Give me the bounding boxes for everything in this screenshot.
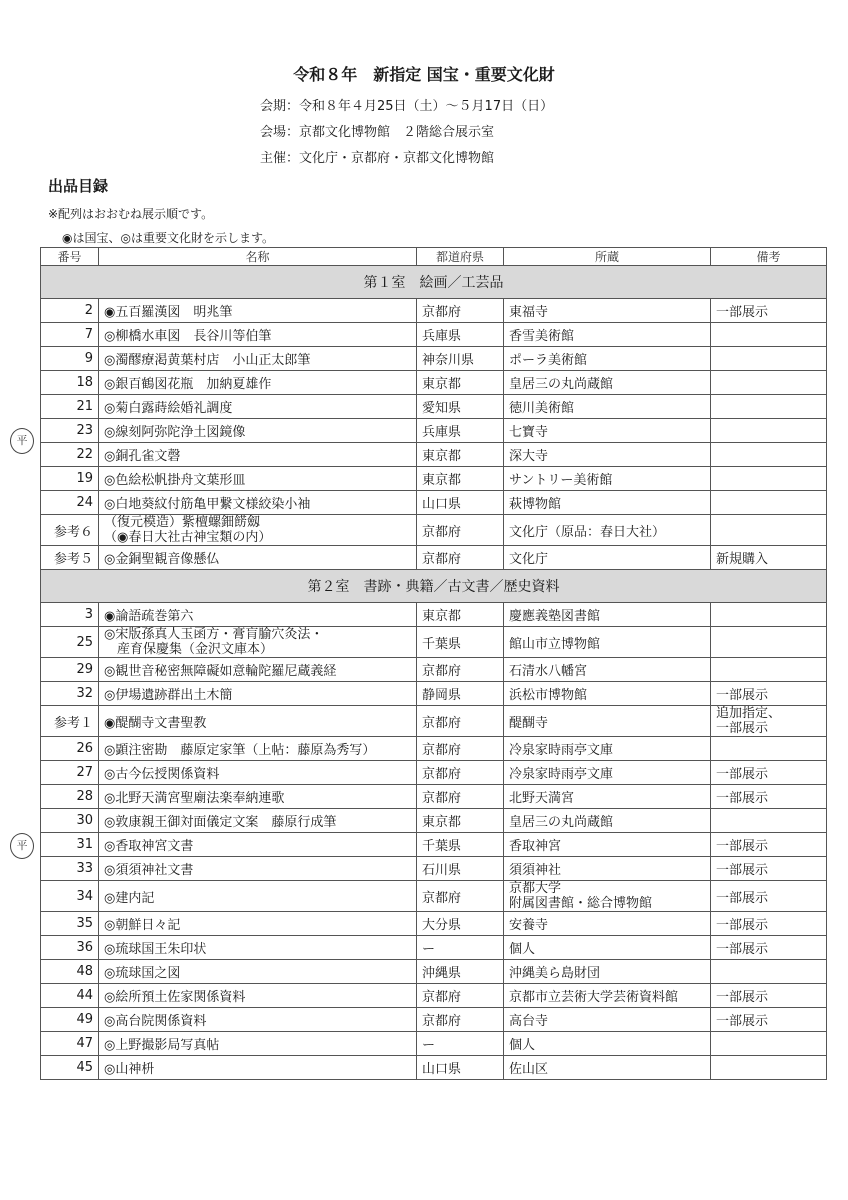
item-prefecture: 兵庫県 bbox=[417, 323, 504, 347]
item-prefecture: 東京都 bbox=[417, 603, 504, 627]
table-row bbox=[41, 960, 827, 984]
item-name: ◎須須神社文書 bbox=[99, 857, 417, 881]
item-owner: 個人 bbox=[504, 936, 711, 960]
item-prefecture: 兵庫県 bbox=[417, 419, 504, 443]
item-owner: 文化庁 bbox=[504, 546, 711, 570]
item-prefecture: 山口県 bbox=[417, 1056, 504, 1080]
item-number: 26 bbox=[41, 737, 99, 761]
item-prefecture: 神奈川県 bbox=[417, 347, 504, 371]
item-remarks: 一部展示 bbox=[711, 833, 827, 857]
item-prefecture: 京都府 bbox=[417, 1008, 504, 1032]
item-owner-line: 附属図書館・総合博物館 bbox=[509, 896, 653, 911]
item-prefecture: 京都府 bbox=[417, 658, 504, 682]
table-row bbox=[41, 371, 827, 395]
item-number: 49 bbox=[41, 1008, 99, 1032]
item-remarks: 一部展示 bbox=[711, 299, 827, 323]
item-remarks bbox=[711, 960, 827, 984]
item-number: 36 bbox=[41, 936, 99, 960]
item-number: 44 bbox=[41, 984, 99, 1008]
item-owner: 七寶寺 bbox=[504, 419, 711, 443]
item-name: ◎観世音秘密無障礙如意輪陀羅尼蔵義経 bbox=[99, 658, 417, 682]
item-owner: 皇居三の丸尚蔵館 bbox=[504, 809, 711, 833]
page-title: 令和８年 新指定 国宝・重要文化財 bbox=[293, 65, 555, 84]
item-owner: 萩博物館 bbox=[504, 491, 711, 515]
header-remarks: 備考 bbox=[711, 248, 827, 266]
legend-note: ◉は国宝、◎は重要文化財を示します。 bbox=[62, 231, 274, 245]
room-title: 第２室 書跡・典籍／古文書／歴史資料 bbox=[41, 570, 827, 603]
item-name: ◎菊白露蒔絵婚礼調度 bbox=[99, 395, 417, 419]
item-remarks bbox=[711, 658, 827, 682]
item-remarks bbox=[711, 515, 827, 546]
item-prefecture: 東京都 bbox=[417, 371, 504, 395]
table-body bbox=[41, 266, 827, 1080]
table-row bbox=[41, 347, 827, 371]
item-prefecture: 千葉県 bbox=[417, 627, 504, 658]
item-remarks bbox=[711, 491, 827, 515]
item-name: ◎銅孔雀文磬 bbox=[99, 443, 417, 467]
table-row bbox=[41, 682, 827, 706]
item-owner: 深大寺 bbox=[504, 443, 711, 467]
item-name: ◎朝鮮日々記 bbox=[99, 912, 417, 936]
table-row bbox=[41, 603, 827, 627]
item-remarks bbox=[711, 603, 827, 627]
item-number: 21 bbox=[41, 395, 99, 419]
item-number: 3 bbox=[41, 603, 99, 627]
item-owner: 香雪美術館 bbox=[504, 323, 711, 347]
item-prefecture: 京都府 bbox=[417, 881, 504, 912]
item-remarks bbox=[711, 323, 827, 347]
table-row bbox=[41, 984, 827, 1008]
item-name: ◎古今伝授関係資料 bbox=[99, 761, 417, 785]
item-prefecture: 千葉県 bbox=[417, 833, 504, 857]
table-row bbox=[41, 1056, 827, 1080]
item-owner: 石清水八幡宮 bbox=[504, 658, 711, 682]
item-remarks bbox=[711, 443, 827, 467]
item-owner: 冷泉家時雨亭文庫 bbox=[504, 737, 711, 761]
item-remarks bbox=[711, 706, 827, 737]
table-row bbox=[41, 467, 827, 491]
table-row bbox=[41, 395, 827, 419]
item-remarks bbox=[711, 627, 827, 658]
table-row bbox=[41, 323, 827, 347]
item-owner bbox=[504, 881, 711, 912]
item-remarks bbox=[711, 419, 827, 443]
item-number: 23 bbox=[41, 419, 99, 443]
item-remarks: 一部展示 bbox=[711, 984, 827, 1008]
item-prefecture: 愛知県 bbox=[417, 395, 504, 419]
room-title: 第１室 絵画／工芸品 bbox=[41, 266, 827, 299]
item-owner: ポーラ美術館 bbox=[504, 347, 711, 371]
table-row bbox=[41, 658, 827, 682]
item-remarks bbox=[711, 347, 827, 371]
item-number: 27 bbox=[41, 761, 99, 785]
header-prefecture: 都道府県 bbox=[417, 248, 504, 266]
item-name: ◎高台院関係資料 bbox=[99, 1008, 417, 1032]
item-name: ◎色絵松帆掛舟文葉形皿 bbox=[99, 467, 417, 491]
item-prefecture: 静岡県 bbox=[417, 682, 504, 706]
table-row bbox=[41, 419, 827, 443]
item-owner: 個人 bbox=[504, 1032, 711, 1056]
table-row bbox=[41, 737, 827, 761]
item-prefecture: 大分県 bbox=[417, 912, 504, 936]
table-header-row bbox=[41, 248, 827, 266]
item-remarks: 一部展示 bbox=[711, 1008, 827, 1032]
item-remarks-line: 一部展示 bbox=[716, 721, 769, 736]
item-prefecture: 沖縄県 bbox=[417, 960, 504, 984]
item-number: 47 bbox=[41, 1032, 99, 1056]
item-owner: 醍醐寺 bbox=[504, 706, 711, 737]
item-name-line: （復元模造）紫檀螺鈿餝劔 bbox=[104, 515, 261, 530]
item-prefecture: 京都府 bbox=[417, 984, 504, 1008]
item-owner: 徳川美術館 bbox=[504, 395, 711, 419]
item-name: ◎顕注密勘 藤原定家筆（上帖：藤原為秀写） bbox=[99, 737, 417, 761]
table-row bbox=[41, 627, 827, 658]
item-prefecture: 京都府 bbox=[417, 785, 504, 809]
table-row bbox=[41, 1008, 827, 1032]
item-owner: 香取神宮 bbox=[504, 833, 711, 857]
item-owner: 佐山区 bbox=[504, 1056, 711, 1080]
seal-stamp: 平 bbox=[10, 833, 34, 859]
item-number: 22 bbox=[41, 443, 99, 467]
item-number: 31 bbox=[41, 833, 99, 857]
item-owner: 沖縄美ら島財団 bbox=[504, 960, 711, 984]
item-remarks bbox=[711, 371, 827, 395]
item-owner: サントリー美術館 bbox=[504, 467, 711, 491]
item-prefecture: ー bbox=[417, 1032, 504, 1056]
item-number: 45 bbox=[41, 1056, 99, 1080]
table-row bbox=[41, 936, 827, 960]
item-owner: 冷泉家時雨亭文庫 bbox=[504, 761, 711, 785]
table-row bbox=[41, 809, 827, 833]
item-name: ◎濁醪療渇黄葉村店 小山正太郎筆 bbox=[99, 347, 417, 371]
item-remarks: 一部展示 bbox=[711, 936, 827, 960]
item-name: ◎琉球国王朱印状 bbox=[99, 936, 417, 960]
item-number: 19 bbox=[41, 467, 99, 491]
item-number: 2 bbox=[41, 299, 99, 323]
exhibition-organizer: 主催：文化庁・京都府・京都文化博物館 bbox=[260, 151, 495, 166]
catalog-table bbox=[40, 247, 827, 1080]
header-owner: 所蔵 bbox=[504, 248, 711, 266]
table-row bbox=[41, 912, 827, 936]
item-remarks bbox=[711, 1056, 827, 1080]
item-name: ◎敦康親王御対面儀定文案 藤原行成筆 bbox=[99, 809, 417, 833]
table-row bbox=[41, 299, 827, 323]
item-name: ◉論語疏巻第六 bbox=[99, 603, 417, 627]
item-name: ◎線刻阿弥陀浄土図鏡像 bbox=[99, 419, 417, 443]
table-row bbox=[41, 491, 827, 515]
item-number: 35 bbox=[41, 912, 99, 936]
item-name: ◉五百羅漢図 明兆筆 bbox=[99, 299, 417, 323]
item-name bbox=[99, 515, 417, 546]
item-name: ◎琉球国之図 bbox=[99, 960, 417, 984]
table-row bbox=[41, 546, 827, 570]
item-number: 33 bbox=[41, 857, 99, 881]
item-owner: 京都市立芸術大学芸術資料館 bbox=[504, 984, 711, 1008]
header-number: 番号 bbox=[41, 248, 99, 266]
item-name: ◎金銅聖観音像懸仏 bbox=[99, 546, 417, 570]
item-remarks bbox=[711, 809, 827, 833]
order-note: ※配列はおおむね展示順です。 bbox=[48, 207, 214, 221]
item-remarks: 一部展示 bbox=[711, 857, 827, 881]
item-prefecture: 東京都 bbox=[417, 467, 504, 491]
item-number: 30 bbox=[41, 809, 99, 833]
item-owner: 安養寺 bbox=[504, 912, 711, 936]
item-name: ◎絵所預土佐家関係資料 bbox=[99, 984, 417, 1008]
item-remarks: 一部展示 bbox=[711, 682, 827, 706]
item-name-line: （◉春日大社古神宝類の内） bbox=[104, 530, 272, 545]
item-prefecture: 京都府 bbox=[417, 706, 504, 737]
item-name bbox=[99, 627, 417, 658]
item-prefecture: 石川県 bbox=[417, 857, 504, 881]
table-row bbox=[41, 857, 827, 881]
item-owner: 北野天満宮 bbox=[504, 785, 711, 809]
item-remarks bbox=[711, 737, 827, 761]
item-name-line: 産育保慶集（金沢文庫本） bbox=[104, 642, 274, 657]
item-number: 9 bbox=[41, 347, 99, 371]
exhibition-period: 会期：令和８年４月25日（土）～５月17日（日） bbox=[260, 99, 554, 114]
item-number: 34 bbox=[41, 881, 99, 912]
item-prefecture: 京都府 bbox=[417, 299, 504, 323]
item-name: ◎香取神宮文書 bbox=[99, 833, 417, 857]
item-name: ◎伊場遺跡群出土木簡 bbox=[99, 682, 417, 706]
item-owner: 皇居三の丸尚蔵館 bbox=[504, 371, 711, 395]
item-prefecture: 京都府 bbox=[417, 761, 504, 785]
room-header-row bbox=[41, 570, 827, 603]
table-row bbox=[41, 833, 827, 857]
item-name: ◎北野天満宮聖廟法楽奉納連歌 bbox=[99, 785, 417, 809]
item-name: ◎白地葵紋付筋亀甲繋文様絞染小袖 bbox=[99, 491, 417, 515]
item-owner: 文化庁（原品：春日大社） bbox=[504, 515, 711, 546]
item-name: ◎上野撮影局写真帖 bbox=[99, 1032, 417, 1056]
table-row bbox=[41, 515, 827, 546]
item-remarks-line: 追加指定、 bbox=[716, 706, 782, 721]
item-owner: 東福寺 bbox=[504, 299, 711, 323]
item-number: 参考５ bbox=[41, 546, 99, 570]
item-number: 29 bbox=[41, 658, 99, 682]
header-name: 名称 bbox=[99, 248, 417, 266]
item-name: ◎山神枡 bbox=[99, 1056, 417, 1080]
catalog-heading: 出品目録 bbox=[48, 177, 109, 195]
exhibition-venue: 会場：京都文化博物館 ２階総合展示室 bbox=[260, 125, 495, 140]
item-owner: 高台寺 bbox=[504, 1008, 711, 1032]
item-remarks: 一部展示 bbox=[711, 912, 827, 936]
item-number: 18 bbox=[41, 371, 99, 395]
item-owner: 慶應義塾図書館 bbox=[504, 603, 711, 627]
item-prefecture: 京都府 bbox=[417, 546, 504, 570]
item-prefecture: 山口県 bbox=[417, 491, 504, 515]
item-remarks: 新規購入 bbox=[711, 546, 827, 570]
table-row bbox=[41, 443, 827, 467]
item-remarks bbox=[711, 395, 827, 419]
table-row bbox=[41, 881, 827, 912]
item-number: 25 bbox=[41, 627, 99, 658]
item-name: ◎柳橋水車図 長谷川等伯筆 bbox=[99, 323, 417, 347]
item-owner: 浜松市博物館 bbox=[504, 682, 711, 706]
item-number: 28 bbox=[41, 785, 99, 809]
item-remarks bbox=[711, 467, 827, 491]
item-number: 32 bbox=[41, 682, 99, 706]
table-row bbox=[41, 1032, 827, 1056]
item-number: 48 bbox=[41, 960, 99, 984]
item-number: 参考１ bbox=[41, 706, 99, 737]
item-owner-line: 京都大学 bbox=[509, 881, 562, 896]
item-prefecture: ー bbox=[417, 936, 504, 960]
item-name: ◎建内記 bbox=[99, 881, 417, 912]
item-prefecture: 京都府 bbox=[417, 515, 504, 546]
item-prefecture: 東京都 bbox=[417, 809, 504, 833]
item-prefecture: 京都府 bbox=[417, 737, 504, 761]
item-name: ◎銀百鶴図花瓶 加納夏雄作 bbox=[99, 371, 417, 395]
item-remarks: 一部展示 bbox=[711, 881, 827, 912]
table-row bbox=[41, 785, 827, 809]
item-owner: 館山市立博物館 bbox=[504, 627, 711, 658]
item-prefecture: 東京都 bbox=[417, 443, 504, 467]
item-remarks: 一部展示 bbox=[711, 761, 827, 785]
item-owner: 須須神社 bbox=[504, 857, 711, 881]
item-name-line: ◎宋版孫真人玉函方・膏肓腧穴灸法・ bbox=[104, 627, 324, 642]
item-remarks bbox=[711, 1032, 827, 1056]
item-number: 24 bbox=[41, 491, 99, 515]
room-header-row bbox=[41, 266, 827, 299]
table-row bbox=[41, 761, 827, 785]
table-row bbox=[41, 706, 827, 737]
item-remarks: 一部展示 bbox=[711, 785, 827, 809]
seal-stamp: 平 bbox=[10, 428, 34, 454]
item-number: 参考６ bbox=[41, 515, 99, 546]
item-name: ◉醍醐寺文書聖教 bbox=[99, 706, 417, 737]
item-number: 7 bbox=[41, 323, 99, 347]
